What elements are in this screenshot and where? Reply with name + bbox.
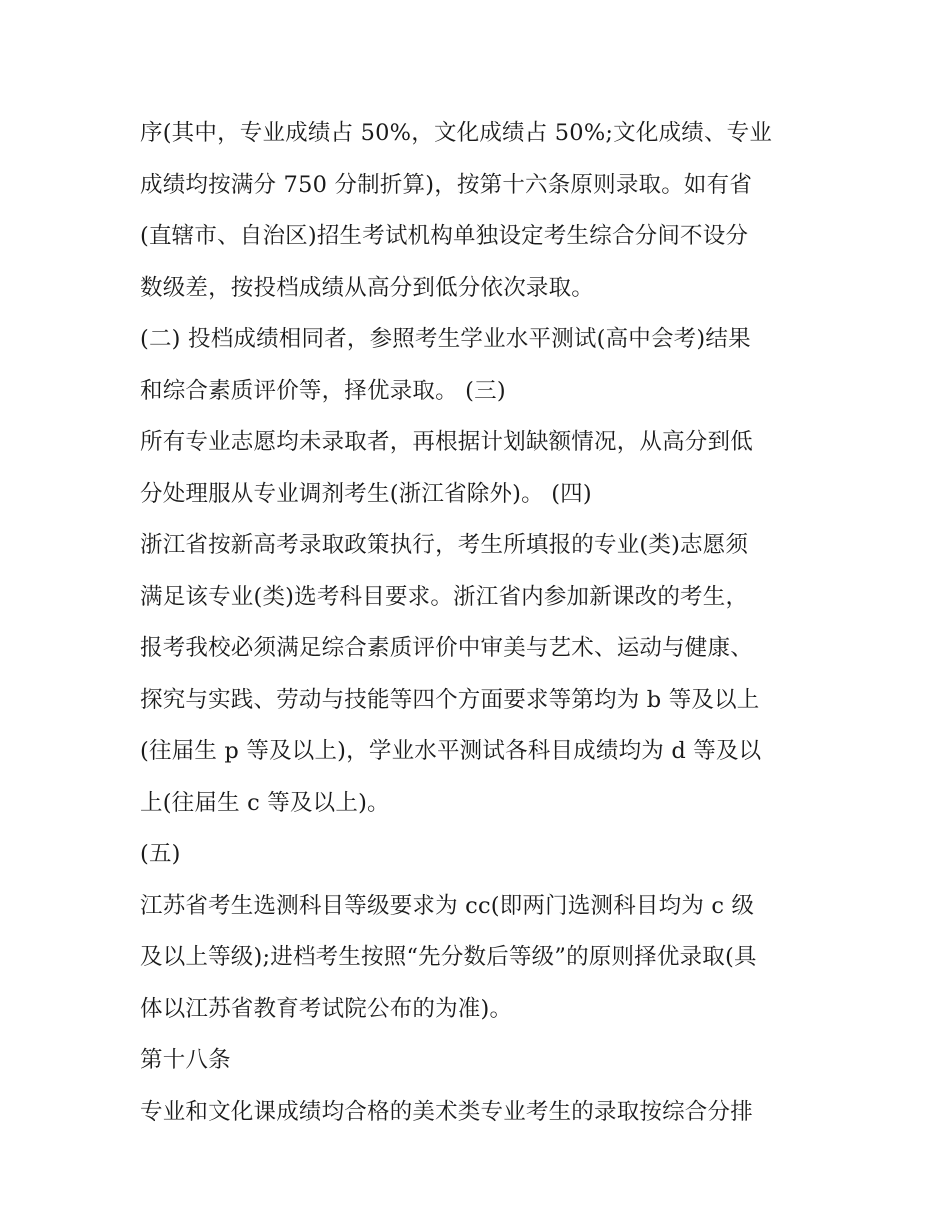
text-line: (五) xyxy=(140,841,181,867)
document-body xyxy=(140,108,820,1138)
text-line: 浙江省按新高考录取政策执行，考生所填报的专业(类)志愿须 xyxy=(140,532,749,558)
text-line: 所有专业志愿均未录取者，再根据计划缺额情况，从高分到低 xyxy=(140,429,753,455)
text-line: 成绩均按满分 750 分制折算)，按第十六条原则录取。如有省 xyxy=(140,171,753,198)
text-line: 上(往届生 c 等及以上)。 xyxy=(140,789,390,816)
text-line: 第十八条 xyxy=(140,1047,231,1073)
text-line: 江苏省考生选测科目等级要求为 cc(即两门选测科目均为 c 级 xyxy=(140,892,755,919)
text-line: (二) 投档成绩相同者，参照考生学业水平测试(高中会考)结果 xyxy=(140,326,751,352)
text-line: 报考我校必须满足综合素质评价中审美与艺术、运动与健康、 xyxy=(140,635,753,661)
text-line: (直辖市、自治区)招生考试机构单独设定考生综合分间不设分 xyxy=(140,223,749,249)
text-line: 序(其中，专业成绩占 50%，文化成绩占 50%;文化成绩、专业 xyxy=(140,120,773,146)
text-line: 体以江苏省教育考试院公布的为准)。 xyxy=(140,995,513,1022)
text-line: 及以上等级);进档考生按照“先分数后等级”的原则择优录取(具 xyxy=(140,944,757,970)
text-line: 分处理服从专业调剂考生(浙江省除外)。 (四) xyxy=(140,480,592,507)
text-line: 和综合素质评价等，择优录取。 (三) xyxy=(140,377,506,404)
text-line: 满足该专业(类)选考科目要求。浙江省内参加新课改的考生， xyxy=(140,583,749,610)
text-line: 数级差，按投档成绩从高分到低分依次录取。 xyxy=(140,274,595,301)
text-line: (往届生 p 等及以上)，学业水平测试各科目成绩均为 d 等及以 xyxy=(140,738,762,764)
text-line: 探究与实践、劳动与技能等四个方面要求等第均为 b 等及以上 xyxy=(140,686,760,713)
text-line: 专业和文化课成绩均合格的美术类专业考生的录取按综合分排 xyxy=(140,1098,753,1125)
